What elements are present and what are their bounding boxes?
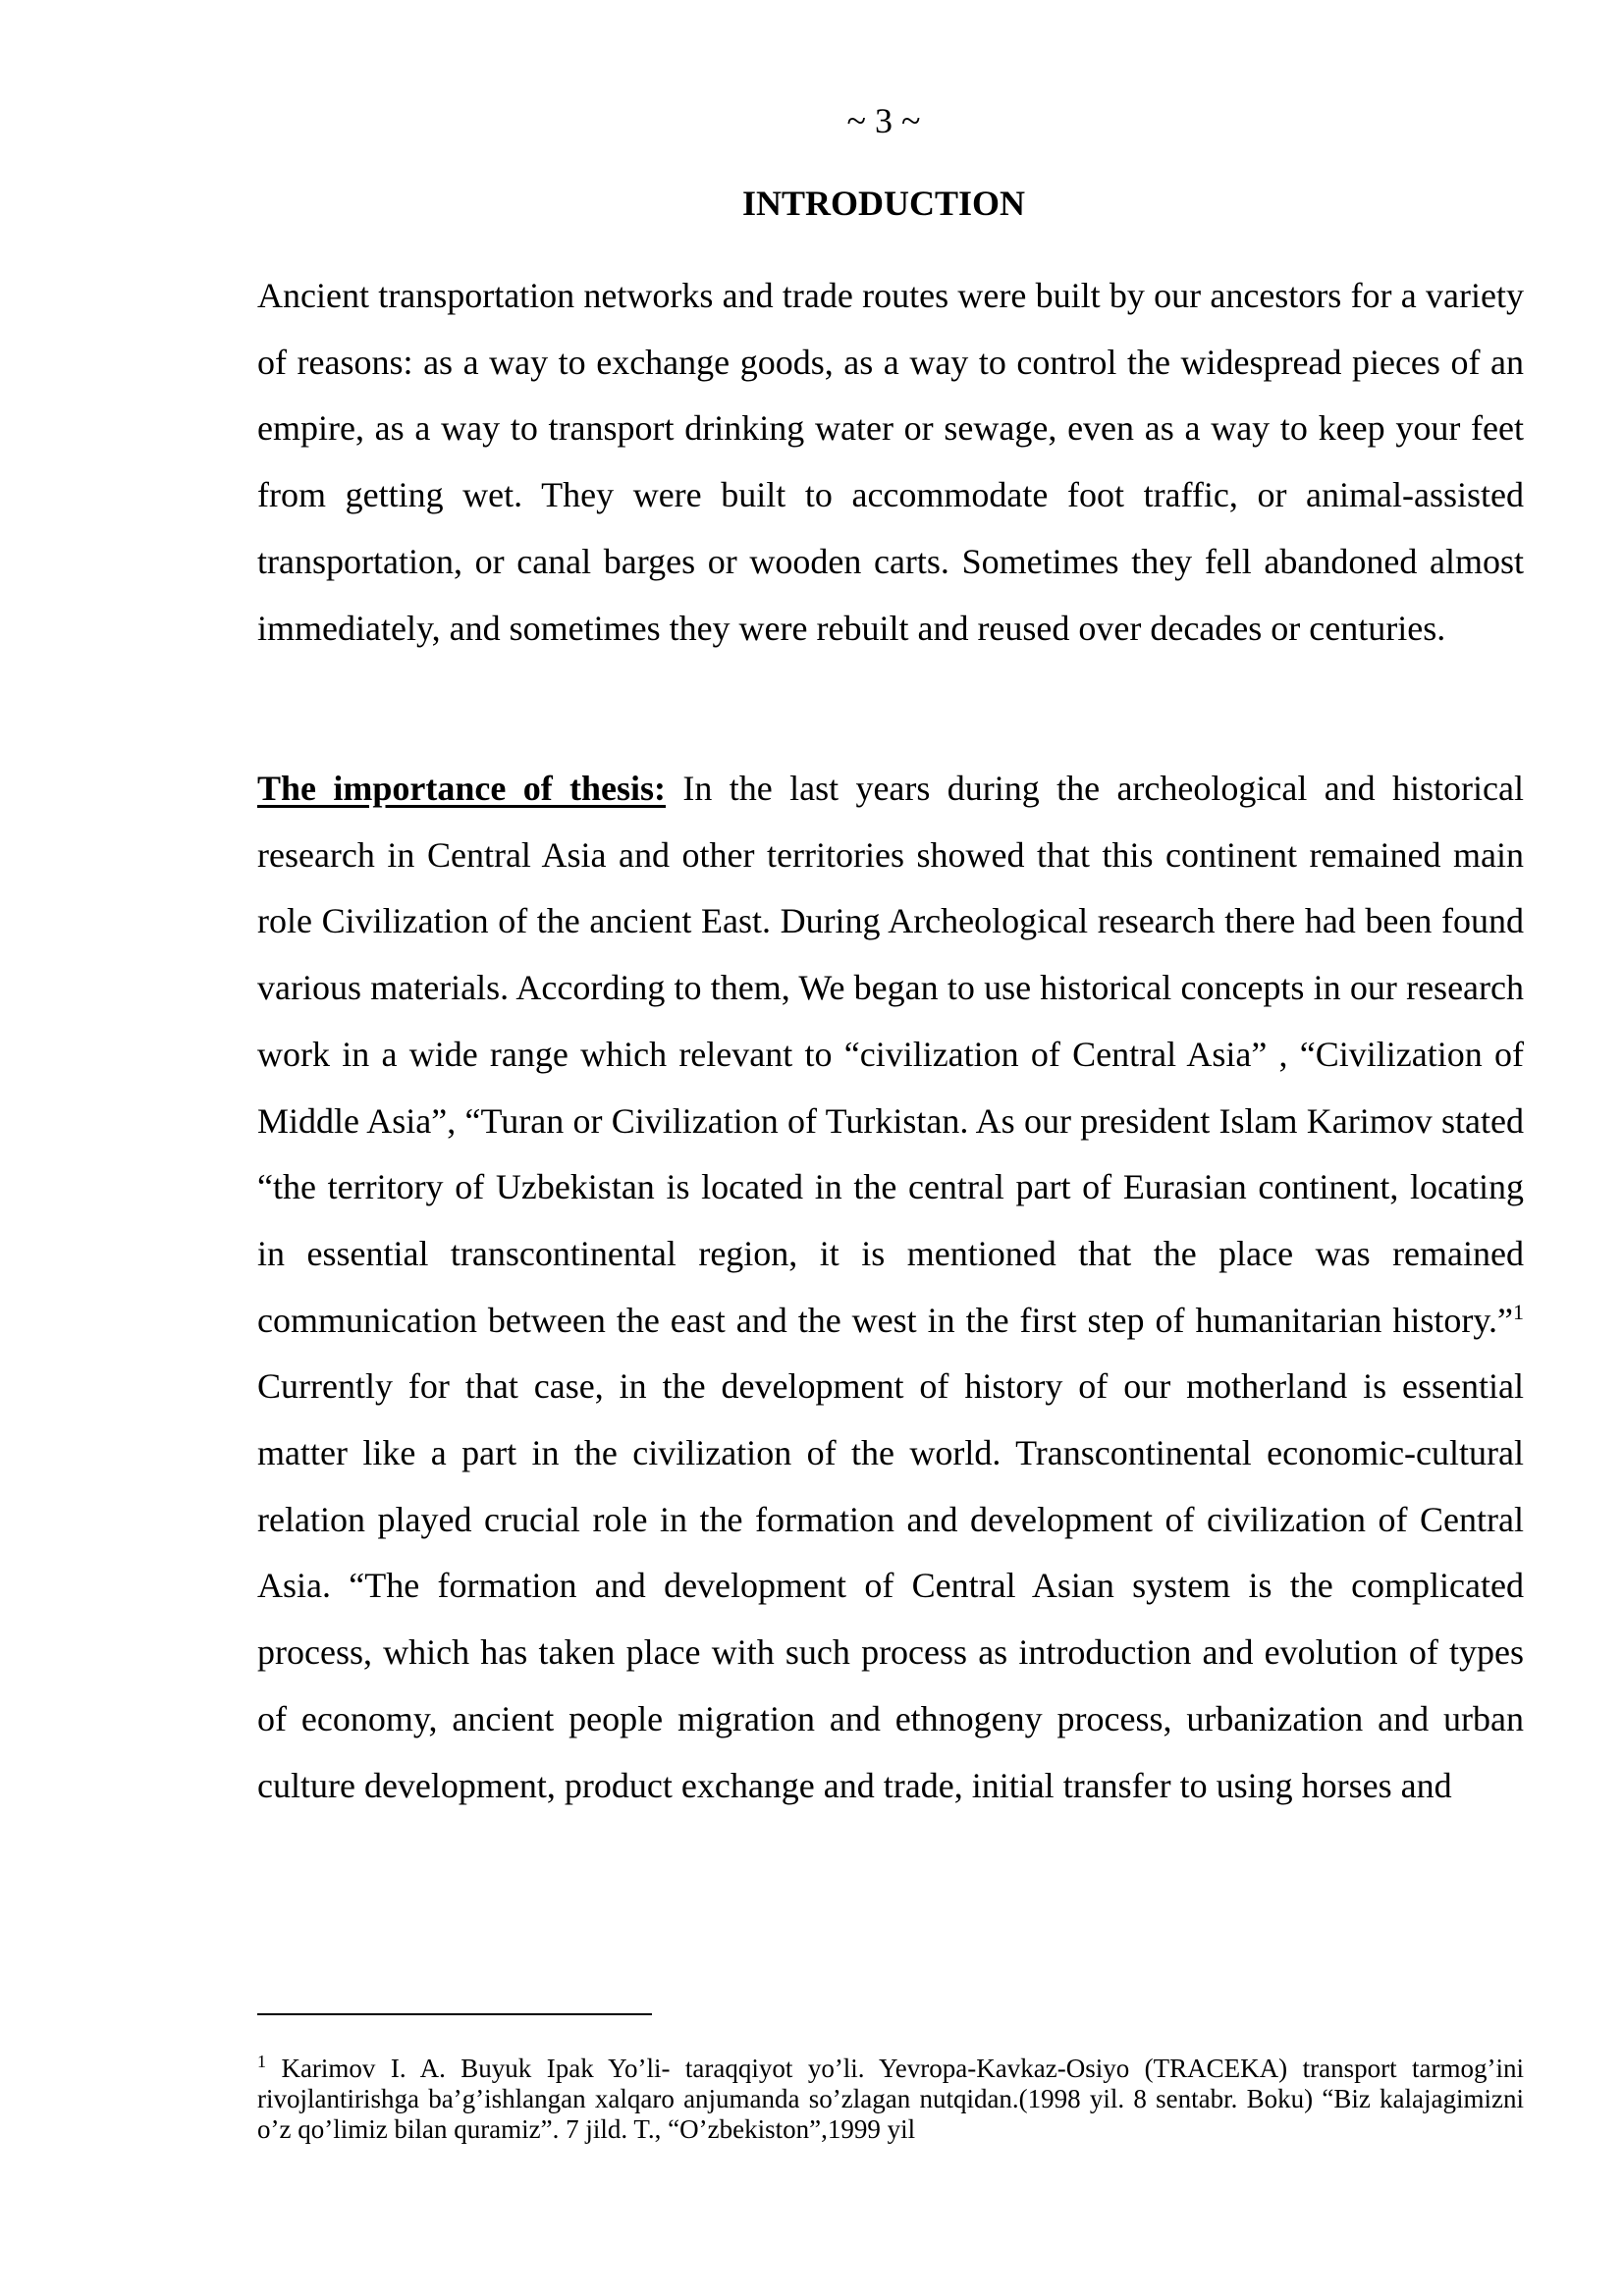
importance-text-part1: In the last years during the archeological and historical research in Central Asia and other territories showed that this continent remained main role Civilization of the ancient East. During Archeological research there had been found various materials. According to them, We began to use historical concepts in our research work in a wide range which relevant to “civilization of Central Asia” , “Civilization of Middle Asia”, “Turan or Civilization of Turkistan. As our president Islam Karimov stated “the territory of Uzbekistan is located in the central part of Eurasian continent, locating in essential transcontinental region, it is mentioned that the place was remained communication between the east and the west in the first step of humanitarian history.” <box>257 769 1524 1340</box>
intro-paragraph: Ancient transportation networks and trade routes were built by our ancestors for a variety of reasons: as a way to exchange goods, as a way to control the widespread pieces of an empire, as a way to transport drinking water or sewage, even as a way to keep your feet from getting wet. They were built to accommodate foot traffic, or animal-assisted transportation, or canal barges or wooden carts. Sometimes they fell abandoned almost immediately, and sometimes they were rebuilt and reused over decades or centuries. <box>257 276 1524 648</box>
importance-text-part2: Currently for that case, in the development of history of our motherland is essential matter like a part in the civilization of the world. Transcontinental economic-cultural relation played crucial role in the formation and development of civilization of Central Asia. “The formation and development of Central Asian system is the complicated process, which has taken place with such process as introduction and evolution of types of economy, ancient people migration and ethnogeny process, urbanization and urban culture development, product exchange and trade, initial transfer to using horses and <box>257 1366 1524 1805</box>
importance-paragraph <box>257 756 1524 1819</box>
footnote-reference[interactable]: 1 <box>1513 1299 1524 1324</box>
footnote-separator <box>257 2013 652 2015</box>
footnote <box>257 2054 1524 2145</box>
page-title: INTRODUCTION <box>741 184 1026 223</box>
footnote-mark: 1 <box>257 2052 266 2071</box>
importance-heading: The importance of thesis: <box>257 769 667 808</box>
page-number: ~ 3 ~ <box>846 101 921 140</box>
footnote-text: Karimov I. A. Buyuk Ipak Yo’li- taraqqiyot yo’li. Yevropa-Kavkaz-Osiyo (TRACEKA) transport tarmog’ini rivojlantirishga ba’g’ishlangan xalqaro anjumanda so’zlagan nutqidan.(1998 yil. 8 sentabr. Boku) “Biz kalajagimizni o’z qo’limiz bilan quramiz”. 7 jild. T., “O’zbekiston”,1999 yil <box>257 2054 1524 2144</box>
